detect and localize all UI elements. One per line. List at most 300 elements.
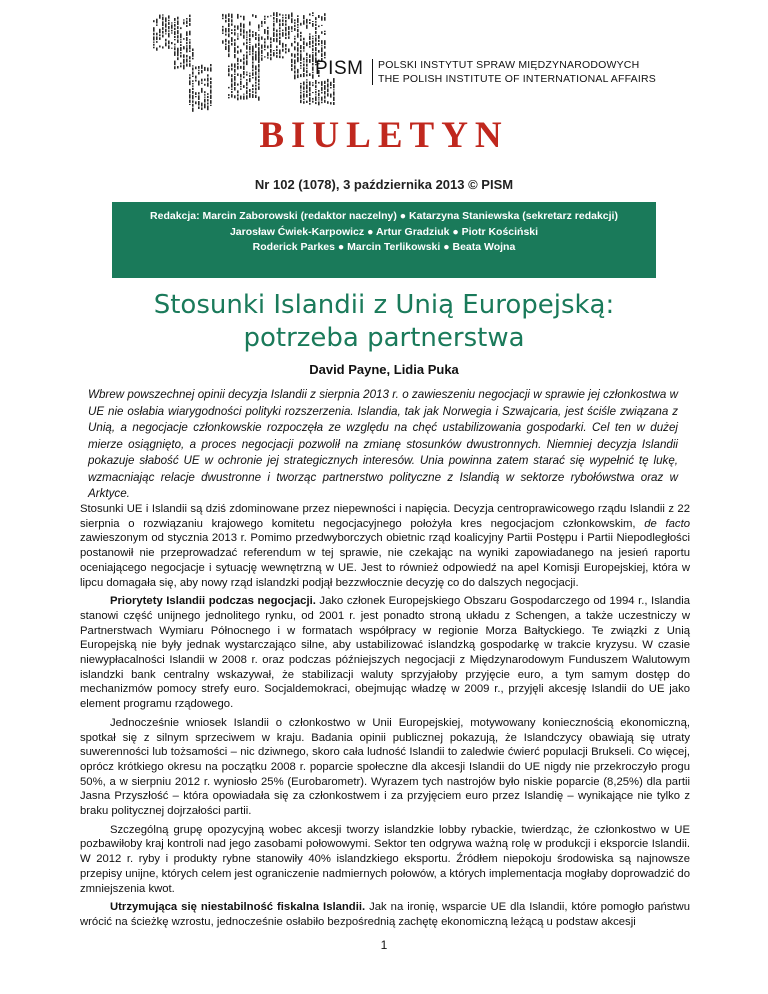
map-stripe bbox=[297, 58, 299, 62]
map-stripe bbox=[249, 75, 251, 77]
map-stripe bbox=[174, 61, 176, 66]
map-stripe bbox=[294, 19, 296, 21]
map-stripe bbox=[267, 46, 269, 49]
map-stripe bbox=[255, 88, 257, 91]
map-stripe bbox=[276, 18, 278, 23]
map-stripe bbox=[198, 101, 200, 106]
map-stripe bbox=[231, 64, 233, 67]
map-stripe bbox=[225, 20, 227, 23]
map-stripe bbox=[231, 94, 233, 98]
map-stripe bbox=[258, 24, 260, 28]
map-stripe bbox=[279, 37, 281, 40]
map-stripe bbox=[243, 76, 245, 78]
map-stripe bbox=[228, 53, 230, 57]
map-stripe bbox=[306, 25, 308, 29]
map-stripe bbox=[189, 77, 191, 80]
map-stripe bbox=[198, 81, 200, 86]
map-stripe bbox=[174, 44, 176, 46]
map-stripe bbox=[240, 59, 242, 62]
paragraph-lead: Priorytety Islandii podczas negocjacji. bbox=[110, 595, 316, 608]
map-stripe bbox=[246, 37, 248, 38]
map-stripe bbox=[297, 29, 299, 32]
map-stripe bbox=[324, 40, 326, 45]
map-stripe bbox=[276, 49, 278, 51]
map-stripe bbox=[162, 35, 164, 38]
map-stripe bbox=[192, 76, 194, 77]
map-stripe bbox=[231, 19, 233, 22]
map-stripe bbox=[240, 81, 242, 85]
map-stripe bbox=[267, 36, 269, 40]
map-stripe bbox=[273, 52, 275, 56]
map-stripe bbox=[225, 34, 227, 36]
map-stripe bbox=[252, 53, 254, 55]
map-stripe bbox=[234, 63, 236, 67]
map-stripe bbox=[252, 34, 254, 37]
map-stripe bbox=[285, 14, 287, 16]
map-stripe bbox=[177, 35, 179, 38]
map-stripe bbox=[309, 46, 311, 48]
map-stripe bbox=[303, 20, 305, 25]
map-stripe bbox=[309, 59, 311, 63]
map-stripe bbox=[201, 79, 203, 82]
map-stripe bbox=[210, 90, 212, 94]
map-stripe bbox=[189, 41, 191, 43]
map-stripe bbox=[321, 16, 323, 21]
map-stripe bbox=[291, 53, 293, 56]
map-stripe bbox=[180, 44, 182, 46]
map-stripe bbox=[294, 75, 296, 80]
map-stripe bbox=[249, 73, 251, 74]
map-stripe bbox=[198, 92, 200, 94]
map-stripe bbox=[246, 54, 248, 59]
map-stripe bbox=[231, 83, 233, 87]
map-stripe bbox=[282, 15, 284, 16]
map-stripe bbox=[288, 36, 290, 39]
map-stripe bbox=[177, 49, 179, 52]
map-stripe bbox=[300, 92, 302, 94]
map-stripe bbox=[300, 65, 302, 67]
map-stripe bbox=[321, 31, 323, 34]
map-stripe bbox=[303, 64, 305, 67]
map-stripe bbox=[258, 52, 260, 57]
map-stripe bbox=[240, 86, 242, 87]
map-stripe bbox=[252, 85, 254, 88]
map-stripe bbox=[243, 43, 245, 46]
editorial-line: Roderick Parkes ● Marcin Terlikowski ● Beata Wojna bbox=[252, 241, 516, 253]
map-stripe bbox=[255, 53, 257, 56]
map-stripe bbox=[315, 94, 317, 95]
map-stripe bbox=[228, 40, 230, 44]
map-stripe bbox=[207, 78, 209, 82]
map-stripe bbox=[180, 65, 182, 67]
map-stripe bbox=[246, 51, 248, 53]
paragraph: Utrzymująca się niestabilność fiskalna Islandii. Jak na ironię, wsparcie UE dla Islandii, które pomogło państwu wrócić na ścieżkę wzrostu, jednocześnie osłabiło bezpośrednią zachętę ekonomiczną leżącą u podstaw akcesji bbox=[80, 901, 690, 928]
map-stripe bbox=[291, 18, 293, 23]
map-stripe bbox=[312, 98, 314, 100]
map-stripe bbox=[159, 15, 161, 19]
map-stripe bbox=[243, 61, 245, 64]
map-stripe bbox=[192, 108, 194, 112]
map-stripe bbox=[312, 48, 314, 51]
map-stripe bbox=[183, 65, 185, 70]
map-stripe bbox=[246, 95, 248, 99]
map-stripe bbox=[162, 21, 164, 26]
map-stripe bbox=[279, 27, 281, 29]
map-stripe bbox=[189, 39, 191, 40]
map-stripe bbox=[303, 38, 305, 41]
map-stripe bbox=[183, 59, 185, 64]
map-stripe bbox=[285, 33, 287, 36]
map-stripe bbox=[309, 81, 311, 85]
map-stripe bbox=[300, 45, 302, 49]
map-stripe bbox=[261, 57, 263, 60]
map-stripe bbox=[162, 17, 164, 21]
map-stripe bbox=[207, 106, 209, 111]
map-stripe bbox=[315, 17, 317, 20]
map-stripe bbox=[276, 52, 278, 54]
map-stripe bbox=[243, 94, 245, 95]
article-title-line: Stosunki Islandii z Unią Europejską: bbox=[153, 290, 615, 320]
map-stripe bbox=[267, 16, 269, 18]
map-stripe bbox=[204, 97, 206, 98]
map-stripe bbox=[273, 17, 275, 20]
map-stripe bbox=[165, 17, 167, 22]
map-stripe bbox=[162, 27, 164, 30]
map-stripe bbox=[249, 51, 251, 52]
map-stripe bbox=[252, 91, 254, 93]
map-stripe bbox=[207, 103, 209, 105]
map-stripe bbox=[192, 83, 194, 85]
map-stripe bbox=[306, 57, 308, 58]
map-stripe bbox=[279, 50, 281, 55]
map-stripe bbox=[189, 31, 191, 36]
map-stripe bbox=[240, 49, 242, 52]
map-stripe bbox=[297, 15, 299, 17]
map-stripe bbox=[324, 96, 326, 99]
map-stripe bbox=[264, 38, 266, 40]
map-stripe bbox=[156, 41, 158, 43]
map-stripe bbox=[231, 74, 233, 77]
map-stripe bbox=[309, 36, 311, 40]
map-stripe bbox=[258, 34, 260, 36]
map-stripe bbox=[288, 26, 290, 30]
map-stripe bbox=[327, 89, 329, 93]
map-stripe bbox=[243, 57, 245, 60]
map-stripe bbox=[297, 27, 299, 28]
map-stripe bbox=[165, 42, 167, 46]
map-stripe bbox=[315, 89, 317, 90]
map-stripe bbox=[300, 38, 302, 41]
map-stripe bbox=[174, 46, 176, 47]
map-stripe bbox=[273, 21, 275, 22]
map-stripe bbox=[324, 33, 326, 35]
map-stripe bbox=[303, 58, 305, 61]
map-stripe bbox=[189, 18, 191, 22]
map-stripe bbox=[312, 67, 314, 71]
map-stripe bbox=[273, 50, 275, 51]
map-stripe bbox=[297, 74, 299, 78]
paragraph: Stosunki UE i Islandii są dziś zdominowane przez niepewności i napięcia. Decyzja centroprawicowego rządu Islandii z 22 sierpnia o rozwiązaniu krajowego komitetu negocjacyjnego położyła kres negocjacjom członkowskim, de facto zawieszonym od stycznia 2013 r. Pomimo przedwyborczych obietnic rząd koalicyjny Partii Postępu i Partii Niepodległości postanowił nie przeprowadzać referendum w tej sprawie, nie czekając na wyniki zapowiadanego na jesień raportu oceniającego negocjacje i sytuację wewnętrzną w UE. Jest to również odpowiedź na apel Komisji Europejskiej, która w lipcu domagała się, aby nowy rząd islandzki podjął bezzwłocznie decyzję co do dalszych negocjacji. bbox=[80, 503, 690, 589]
map-stripe bbox=[246, 72, 248, 73]
map-stripe bbox=[252, 69, 254, 71]
map-stripe bbox=[177, 57, 179, 60]
map-stripe bbox=[276, 46, 278, 49]
map-stripe bbox=[240, 28, 242, 32]
map-stripe bbox=[294, 28, 296, 31]
map-stripe bbox=[294, 65, 296, 69]
map-stripe bbox=[234, 42, 236, 46]
map-stripe bbox=[222, 14, 224, 17]
map-stripe bbox=[264, 18, 266, 20]
map-stripe bbox=[189, 80, 191, 85]
map-stripe bbox=[294, 22, 296, 24]
map-stripe bbox=[174, 18, 176, 21]
map-stripe bbox=[300, 23, 302, 26]
map-stripe bbox=[225, 46, 227, 50]
map-stripe bbox=[258, 57, 260, 60]
map-stripe bbox=[210, 78, 212, 80]
paragraph: Priorytety Islandii podczas negocjacji. Jako członek Europejskiego Obszaru Gospodarczego od 1994 r., Islandia stanowi część unijnego jednolitego rynku, od 2001 r. jest ponadto stroną układu z Schengen, a także uczestniczy w Partnerstwach Wymiaru Północnego i w formatach współpracy w regionie Morza Bałtyckiego. Te związki z Unią Europejską nie były jednak wystarczająco silne, aby ustabilizować islandzką gospodarkę w trakcie kryzysu. W czasie niewypłacalności Islandii w 2008 r. oraz podczas późniejszych negocjacji z Międzynarodowym Funduszem Walutowym islandzki bank centralny wskazywał, że stabilizacji waluty sprzyjałoby przyjęcie euro, a tym samym dostęp do mechanizmów pomocy strefy euro. Socjaldemokraci, obejmując władzę w 2009 r., przyjęli akcesję Islandii do UE jako element programu rządowego. bbox=[80, 595, 690, 711]
map-stripe bbox=[174, 28, 176, 30]
map-stripe bbox=[318, 97, 320, 98]
map-stripe bbox=[327, 93, 329, 96]
map-stripe bbox=[174, 48, 176, 51]
map-stripe bbox=[285, 44, 287, 47]
map-stripe bbox=[234, 76, 236, 81]
map-stripe bbox=[318, 43, 320, 45]
map-stripe bbox=[255, 91, 257, 93]
map-stripe bbox=[324, 31, 326, 32]
map-stripe bbox=[228, 68, 230, 72]
map-stripe bbox=[189, 74, 191, 75]
map-stripe bbox=[174, 24, 176, 27]
map-stripe bbox=[204, 79, 206, 81]
map-stripe bbox=[300, 95, 302, 99]
map-stripe bbox=[168, 20, 170, 21]
map-stripe bbox=[240, 16, 242, 18]
map-stripe bbox=[294, 25, 296, 27]
map-stripe bbox=[183, 47, 185, 49]
map-stripe bbox=[204, 94, 206, 95]
bulletin-title: BIULETYN bbox=[259, 115, 509, 156]
map-stripe bbox=[279, 56, 281, 59]
map-stripe bbox=[180, 41, 182, 43]
map-stripe bbox=[246, 79, 248, 81]
map-stripe bbox=[255, 51, 257, 53]
map-stripe bbox=[243, 85, 245, 88]
map-stripe bbox=[255, 15, 257, 18]
map-stripe bbox=[237, 66, 239, 70]
map-stripe bbox=[300, 68, 302, 69]
map-stripe bbox=[204, 104, 206, 109]
map-stripe bbox=[198, 70, 200, 71]
map-stripe bbox=[312, 101, 314, 103]
map-stripe bbox=[255, 56, 257, 60]
map-stripe bbox=[264, 21, 266, 24]
map-stripe bbox=[192, 85, 194, 86]
map-stripe bbox=[285, 37, 287, 39]
map-stripe bbox=[189, 15, 191, 18]
map-stripe bbox=[162, 14, 164, 15]
map-stripe bbox=[243, 54, 245, 56]
map-stripe bbox=[237, 46, 239, 48]
map-stripe bbox=[186, 21, 188, 24]
map-stripe bbox=[234, 87, 236, 91]
map-stripe bbox=[321, 25, 323, 26]
map-stripe bbox=[252, 31, 254, 33]
map-stripe bbox=[303, 86, 305, 89]
map-stripe bbox=[261, 50, 263, 54]
map-stripe bbox=[234, 25, 236, 27]
map-stripe bbox=[249, 22, 251, 26]
article-authors: David Payne, Lidia Puka bbox=[309, 362, 459, 377]
map-stripe bbox=[246, 74, 248, 76]
map-stripe bbox=[237, 33, 239, 34]
map-stripe bbox=[327, 101, 329, 104]
map-stripe bbox=[258, 97, 260, 101]
map-stripe bbox=[255, 95, 257, 98]
map-stripe bbox=[306, 84, 308, 89]
map-stripe bbox=[246, 45, 248, 50]
map-stripe bbox=[309, 54, 311, 58]
map-stripe bbox=[318, 26, 320, 28]
map-stripe bbox=[189, 63, 191, 67]
map-stripe bbox=[318, 93, 320, 96]
map-stripe bbox=[252, 65, 254, 69]
map-stripe bbox=[231, 78, 233, 82]
map-stripe bbox=[285, 27, 287, 32]
map-stripe bbox=[174, 66, 176, 69]
map-stripe bbox=[324, 100, 326, 103]
map-stripe bbox=[279, 40, 281, 45]
map-stripe bbox=[306, 19, 308, 24]
map-stripe bbox=[321, 92, 323, 94]
map-stripe bbox=[243, 66, 245, 70]
map-stripe bbox=[177, 21, 179, 26]
map-stripe bbox=[231, 32, 233, 34]
map-stripe bbox=[246, 35, 248, 36]
map-stripe bbox=[324, 13, 326, 16]
map-stripe bbox=[252, 77, 254, 78]
map-stripe bbox=[303, 67, 305, 72]
map-stripe bbox=[312, 23, 314, 27]
map-stripe bbox=[192, 72, 194, 75]
map-stripe bbox=[291, 26, 293, 29]
map-stripe bbox=[201, 70, 203, 73]
map-stripe bbox=[153, 33, 155, 36]
map-stripe bbox=[153, 42, 155, 43]
editorial-line: Redakcja: Marcin Zaborowski (redaktor naczelny) ● Katarzyna Staniewska (sekretarz redakcji) bbox=[150, 210, 618, 222]
map-stripe bbox=[246, 31, 248, 33]
map-stripe bbox=[180, 39, 182, 40]
map-stripe bbox=[255, 32, 257, 36]
map-stripe bbox=[207, 99, 209, 101]
map-stripe bbox=[186, 25, 188, 27]
map-stripe bbox=[231, 37, 233, 42]
map-stripe bbox=[294, 54, 296, 58]
map-stripe bbox=[183, 54, 185, 58]
map-stripe bbox=[255, 71, 257, 75]
map-stripe bbox=[237, 90, 239, 93]
map-stripe bbox=[171, 32, 173, 33]
map-stripe bbox=[159, 34, 161, 36]
map-stripe bbox=[192, 65, 194, 66]
emphasis: de facto bbox=[644, 517, 690, 530]
map-stripe bbox=[234, 32, 236, 35]
map-stripe bbox=[240, 96, 242, 100]
map-stripe bbox=[195, 80, 197, 82]
map-stripe bbox=[210, 100, 212, 104]
map-stripe bbox=[204, 84, 206, 86]
map-stripe bbox=[192, 58, 194, 60]
map-stripe bbox=[318, 15, 320, 18]
map-stripe bbox=[228, 13, 230, 17]
map-stripe bbox=[249, 46, 251, 50]
map-stripe bbox=[195, 96, 197, 97]
map-stripe bbox=[258, 47, 260, 51]
map-stripe bbox=[288, 14, 290, 19]
map-stripe bbox=[228, 97, 230, 99]
map-stripe bbox=[174, 51, 176, 56]
map-stripe bbox=[246, 42, 248, 45]
map-stripe bbox=[273, 23, 275, 27]
map-stripe bbox=[306, 79, 308, 80]
map-stripe bbox=[165, 23, 167, 27]
map-stripe bbox=[243, 35, 245, 39]
map-stripe bbox=[210, 67, 212, 71]
map-stripe bbox=[261, 55, 263, 57]
map-stripe bbox=[261, 25, 263, 26]
map-stripe bbox=[255, 76, 257, 80]
map-stripe bbox=[237, 25, 239, 29]
map-stripe bbox=[318, 35, 320, 39]
map-stripe bbox=[267, 52, 269, 56]
map-stripe bbox=[207, 83, 209, 87]
map-stripe bbox=[153, 20, 155, 22]
map-stripe bbox=[159, 46, 161, 48]
map-stripe bbox=[288, 31, 290, 36]
map-stripe bbox=[273, 38, 275, 42]
map-stripe bbox=[297, 47, 299, 52]
map-stripe bbox=[303, 61, 305, 62]
map-stripe bbox=[237, 63, 239, 65]
map-stripe bbox=[174, 31, 176, 35]
map-stripe bbox=[189, 48, 191, 49]
map-stripe bbox=[237, 73, 239, 76]
map-stripe bbox=[312, 45, 314, 47]
map-stripe bbox=[153, 47, 155, 49]
map-stripe bbox=[192, 91, 194, 94]
map-stripe bbox=[303, 82, 305, 86]
map-stripe bbox=[252, 72, 254, 76]
map-stripe bbox=[228, 28, 230, 33]
map-stripe bbox=[312, 21, 314, 22]
map-stripe bbox=[171, 48, 173, 49]
map-stripe bbox=[189, 50, 191, 52]
map-stripe bbox=[168, 15, 170, 18]
map-stripe bbox=[300, 100, 302, 103]
map-stripe bbox=[249, 93, 251, 98]
map-stripe bbox=[321, 40, 323, 44]
map-stripe bbox=[276, 38, 278, 43]
map-stripe bbox=[237, 38, 239, 40]
map-stripe bbox=[291, 59, 293, 63]
map-stripe bbox=[309, 19, 311, 21]
map-stripe bbox=[318, 90, 320, 92]
map-stripe bbox=[309, 33, 311, 34]
map-stripe bbox=[261, 21, 263, 25]
map-stripe bbox=[297, 69, 299, 74]
